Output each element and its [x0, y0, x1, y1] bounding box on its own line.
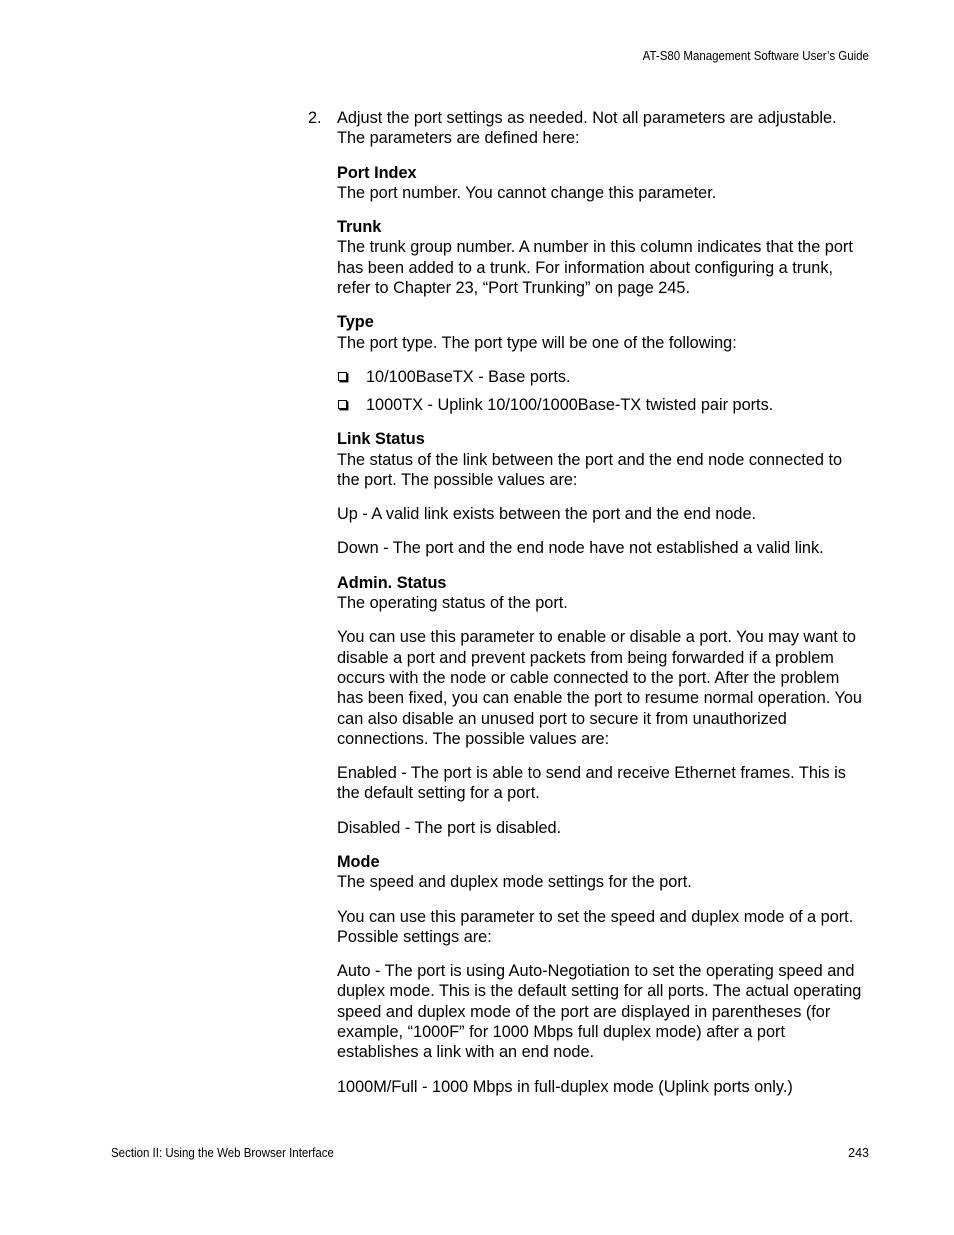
param-value: 1000M/Full - 1000 Mbps in full-duplex mode (Uplink ports only.): [337, 1077, 793, 1096]
param-name: Link Status: [337, 430, 425, 449]
param-name: Port Index: [337, 163, 417, 182]
param-name: Trunk: [337, 218, 382, 237]
list-item-text: 1000TX - Uplink 10/100/1000Base-TX twisted pair ports.: [366, 395, 774, 414]
checkbox-bullet-icon: [338, 400, 347, 409]
param-description: The port type. The port type will be one of the following:: [337, 333, 737, 352]
param-admin-status: [337, 573, 868, 838]
param-value: Auto - The port is using Auto-Negotiation to set the operating speed and duplex mode. This is the default setting for all ports. The actual operating speed and duplex mode of the port are displayed in parentheses (for example, “1000F” for 1000 Mbps full duplex mode) after a port establishes a link with an end node.: [337, 962, 862, 1062]
param-value: Up - A valid link exists between the port and the end node.: [337, 505, 757, 524]
param-name: Type: [337, 313, 374, 332]
param-link-status: [337, 429, 868, 558]
param-description: The status of the link between the port and the end node connected to the port. The possible values are:: [337, 450, 843, 489]
param-description: The port number. You cannot change this parameter.: [337, 183, 717, 202]
param-mode: [337, 852, 868, 1097]
param-port-index: [337, 163, 868, 204]
param-description: The trunk group number. A number in this column indicates that the port has been added to a trunk. For information about configuring a trunk, refer to Chapter 23, “Port Trunking” on page 245.: [337, 238, 853, 298]
param-type: [337, 312, 868, 415]
step-2: [308, 108, 868, 1111]
step-intro: Adjust the port settings as needed. Not all parameters are adjustable. The parameters are defined here:: [337, 109, 837, 148]
param-description: The speed and duplex mode settings for the port.: [337, 873, 692, 892]
step-number: 2.: [308, 109, 322, 127]
param-detail: You can use this parameter to enable or disable a port. You may want to disable a port and prevent packets from being forwarded if a problem occurs with the node or cable connected to the port. After the problem has been fixed, you can enable the port to resume normal operation. You can also disable an unused port to secure it from unauthorized connections. The possible values are:: [337, 628, 862, 748]
page-content: [308, 108, 868, 1111]
running-header-title: AT-S80 Management Software User’s Guide: [642, 49, 869, 63]
type-options-list: [337, 367, 868, 415]
param-name: Mode: [337, 853, 380, 871]
list-item-text: 10/100BaseTX - Base ports.: [366, 367, 571, 386]
list-item: [337, 395, 868, 415]
step-body: [337, 108, 868, 1111]
param-value: Disabled - The port is disabled.: [337, 818, 562, 837]
param-value: Enabled - The port is able to send and receive Ethernet frames. This is the default setting for a port.: [337, 764, 846, 803]
param-detail: You can use this parameter to set the speed and duplex mode of a port. Possible settings are:: [337, 907, 854, 946]
param-trunk: [337, 217, 868, 298]
list-item: [337, 367, 868, 387]
checkbox-bullet-icon: [338, 372, 347, 381]
param-description: The operating status of the port.: [337, 594, 568, 613]
footer-page-number: 243: [848, 1146, 869, 1160]
param-value: Down - The port and the end node have not established a valid link.: [337, 539, 824, 558]
footer-section-title: Section II: Using the Web Browser Interface: [111, 1146, 334, 1160]
param-name: Admin. Status: [337, 573, 447, 592]
